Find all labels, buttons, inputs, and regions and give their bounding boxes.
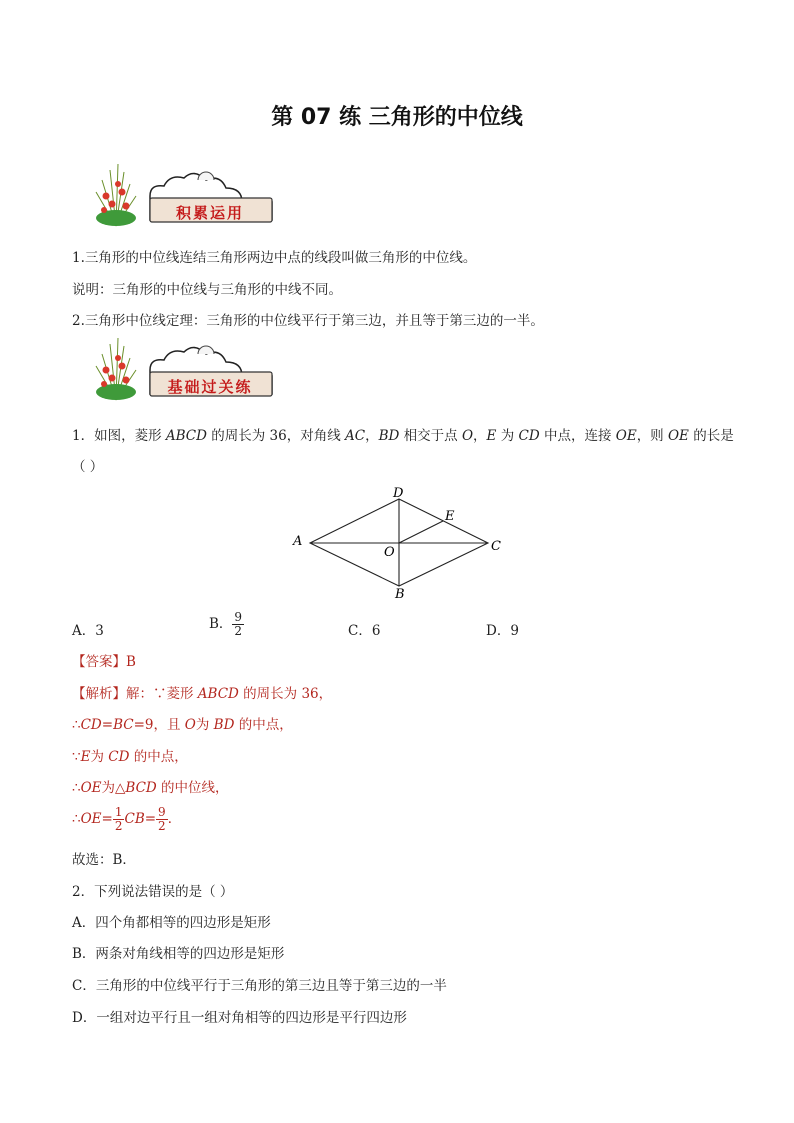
choice-b: B． $\frac{9}{2}$: [209, 610, 243, 638]
rhombus-diagram: [285, 482, 515, 604]
question-2-option-d: D．一组对边平行且一组对角相等的四边形是平行四边形: [72, 1010, 407, 1026]
vertex-label-c: C: [491, 539, 501, 554]
answer-line: 【答案】B: [72, 654, 136, 670]
vertex-label-b: B: [395, 587, 405, 602]
analysis-line-3: ∵E为 CD 的中点，: [72, 749, 188, 765]
section-banner-basic: [88, 336, 278, 402]
question-1-paren: （ ）: [72, 459, 104, 475]
vertex-label-e: E: [445, 509, 455, 524]
vertex-label-d: D: [393, 486, 404, 501]
conclusion-line: 故选：B．: [72, 852, 136, 868]
question-2-stem: 2．下列说法错误的是（ ）: [72, 884, 234, 900]
knowledge-text: 2.三角形中位线定理：三角形的中位线平行于第三边，并且等于第三边的一半。: [72, 313, 544, 329]
vertex-label-o: O: [384, 545, 395, 560]
choice-d: D．9: [486, 623, 519, 639]
knowledge-text: 1.三角形的中位线连结三角形两边中点的线段叫做三角形的中位线。: [72, 250, 477, 266]
banner-label: 积累运用: [175, 204, 244, 222]
choice-c: C．6: [348, 623, 381, 639]
page-title: 第 07 练 三角形的中位线: [271, 105, 523, 130]
vertex-label-a: A: [293, 534, 303, 549]
question-1-stem: 1．如图，菱形 ABCD 的周长为 36，对角线 AC，BD 相交于点 O，E 为 CD 中点，连接 OE，则 OE 的长是: [72, 428, 734, 444]
section-banner-accumulate: [88, 162, 278, 228]
analysis-line-1: 【解析】解：∵菱形 ABCD 的周长为 36，: [72, 686, 333, 702]
analysis-line-4: ∴OE为△BCD 的中位线，: [72, 780, 229, 796]
question-2-option-a: A．四个角都相等的四边形是矩形: [72, 915, 271, 931]
choice-a: A．3: [72, 623, 104, 639]
analysis-line-5: ∴OE= $\frac{1}{2}$ CB= $\frac{9}{2}$ ．: [72, 805, 182, 833]
question-2-option-b: B．两条对角线相等的四边形是矩形: [72, 946, 285, 962]
banner-label: 基础过关练: [167, 378, 253, 396]
knowledge-text: 说明：三角形的中位线与三角形的中线不同。: [72, 282, 342, 298]
question-2-option-c: C．三角形的中位线平行于三角形的第三边且等于第三边的一半: [72, 978, 447, 994]
analysis-line-2: ∴CD=BC=9，且 O为 BD 的中点，: [72, 717, 293, 733]
